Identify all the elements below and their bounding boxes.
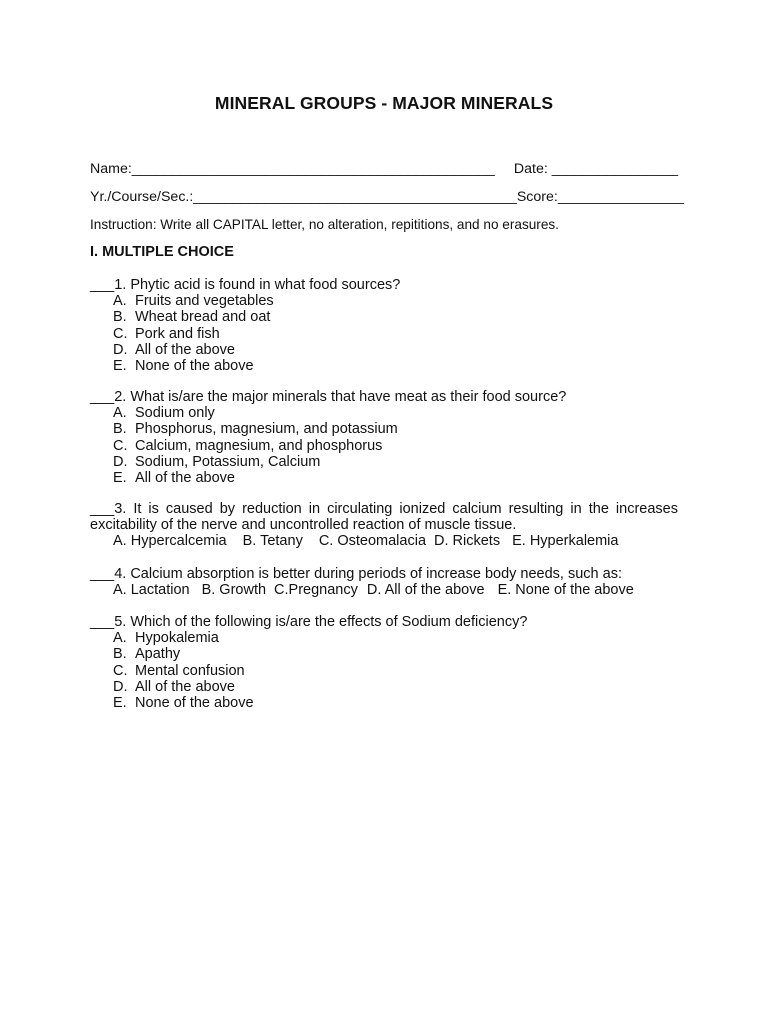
question-5 <box>90 614 678 711</box>
question-stem: ___1. Phytic acid is found in what food sources? <box>90 277 401 293</box>
option-letter: A. <box>113 293 127 310</box>
option-text: Calcium, magnesium, and phosphorus <box>135 437 383 454</box>
option-text: Hypokalemia <box>135 630 219 647</box>
option-letter: B. <box>113 421 127 438</box>
option-letter: A. <box>113 630 127 647</box>
score-field[interactable]: Score:________________ <box>516 189 685 205</box>
question-4 <box>90 566 678 598</box>
option-b[interactable] <box>90 421 678 437</box>
option-text: Pork and fish <box>135 325 220 342</box>
option-letter: E. <box>113 695 127 712</box>
option-text: Sodium only <box>135 405 215 422</box>
option-letter: C. <box>113 662 128 679</box>
option-letter: B. <box>113 309 127 326</box>
name-field[interactable]: Name:______________________________________________ <box>90 161 495 177</box>
question-2 <box>90 389 678 486</box>
option-list <box>90 630 678 711</box>
question-stem: ___4. Calcium absorption is better during periods of increase body needs, such as: <box>90 566 622 582</box>
question-3 <box>90 501 678 550</box>
option-d[interactable]: D. All of the above <box>366 582 485 599</box>
option-c[interactable]: C. Osteomalacia <box>318 533 427 550</box>
option-letter: E. <box>113 470 127 487</box>
option-letter: D. <box>113 678 128 695</box>
option-a[interactable] <box>90 630 678 646</box>
option-text: Mental confusion <box>135 662 245 679</box>
question-stem: ___3. It is caused by reduction in circulating ionized calcium resulting in the increases excitability of the nerve and uncontrolled reaction of muscle tissue. <box>90 501 678 534</box>
question-stem: ___5. Which of the following is/are the effects of Sodium deficiency? <box>90 614 528 630</box>
option-letter: D. <box>113 341 128 358</box>
document-title: MINERAL GROUPS - MAJOR MINERALS <box>214 93 554 113</box>
option-c[interactable] <box>90 663 678 679</box>
option-a[interactable] <box>90 405 678 421</box>
question-stem: ___2. What is/are the major minerals that have meat as their food source? <box>90 389 567 405</box>
option-b[interactable]: B. Tetany <box>242 533 303 550</box>
course-score-row <box>90 189 685 205</box>
option-b[interactable]: B. Growth <box>201 582 267 599</box>
option-text: None of the above <box>135 358 254 375</box>
option-text: Wheat bread and oat <box>135 309 271 326</box>
option-letter: C. <box>113 437 128 454</box>
option-d[interactable]: D. Rickets <box>434 533 501 550</box>
option-letter: E. <box>113 358 127 375</box>
option-text: Phosphorus, magnesium, and potassium <box>135 421 398 438</box>
question-1 <box>90 277 678 374</box>
option-a[interactable] <box>90 293 678 309</box>
option-letter: B. <box>113 646 127 663</box>
option-e[interactable]: E. None of the above <box>497 582 634 599</box>
option-letter: A. <box>113 405 127 422</box>
option-text: All of the above <box>135 678 235 695</box>
yr-course-sec-field[interactable]: Yr./Course/Sec.:_________________________________________ <box>90 189 517 205</box>
option-text: Apathy <box>135 646 181 663</box>
option-e[interactable] <box>90 358 678 374</box>
instruction-text: Instruction: Write all CAPITAL letter, no alteration, repititions, and no erasures. <box>90 217 559 232</box>
option-d[interactable] <box>90 679 678 695</box>
option-text: None of the above <box>135 695 254 712</box>
option-list <box>90 405 678 486</box>
inline-option-list <box>90 582 678 598</box>
option-b[interactable] <box>90 309 678 325</box>
option-a[interactable]: A. Lactation <box>113 582 190 599</box>
option-c[interactable] <box>90 438 678 454</box>
option-text: Sodium, Potassium, Calcium <box>135 453 321 470</box>
option-text: Fruits and vegetables <box>135 293 274 310</box>
option-e[interactable]: E. Hyperkalemia <box>512 533 619 550</box>
option-d[interactable] <box>90 342 678 358</box>
option-letter: C. <box>113 325 128 342</box>
option-c[interactable] <box>90 326 678 342</box>
option-e[interactable] <box>90 695 678 711</box>
option-e[interactable] <box>90 470 678 486</box>
section-title: I. MULTIPLE CHOICE <box>90 244 234 260</box>
name-date-row <box>90 161 678 177</box>
option-b[interactable] <box>90 646 678 662</box>
option-list <box>90 293 678 374</box>
option-text: All of the above <box>135 470 235 487</box>
option-text: All of the above <box>135 341 235 358</box>
option-c[interactable]: C.Pregnancy <box>274 582 358 599</box>
option-a[interactable]: A. Hypercalcemia <box>113 533 227 550</box>
option-d[interactable] <box>90 454 678 470</box>
inline-option-list <box>90 533 678 549</box>
date-field[interactable]: Date: ________________ <box>513 161 678 177</box>
option-letter: D. <box>113 453 128 470</box>
